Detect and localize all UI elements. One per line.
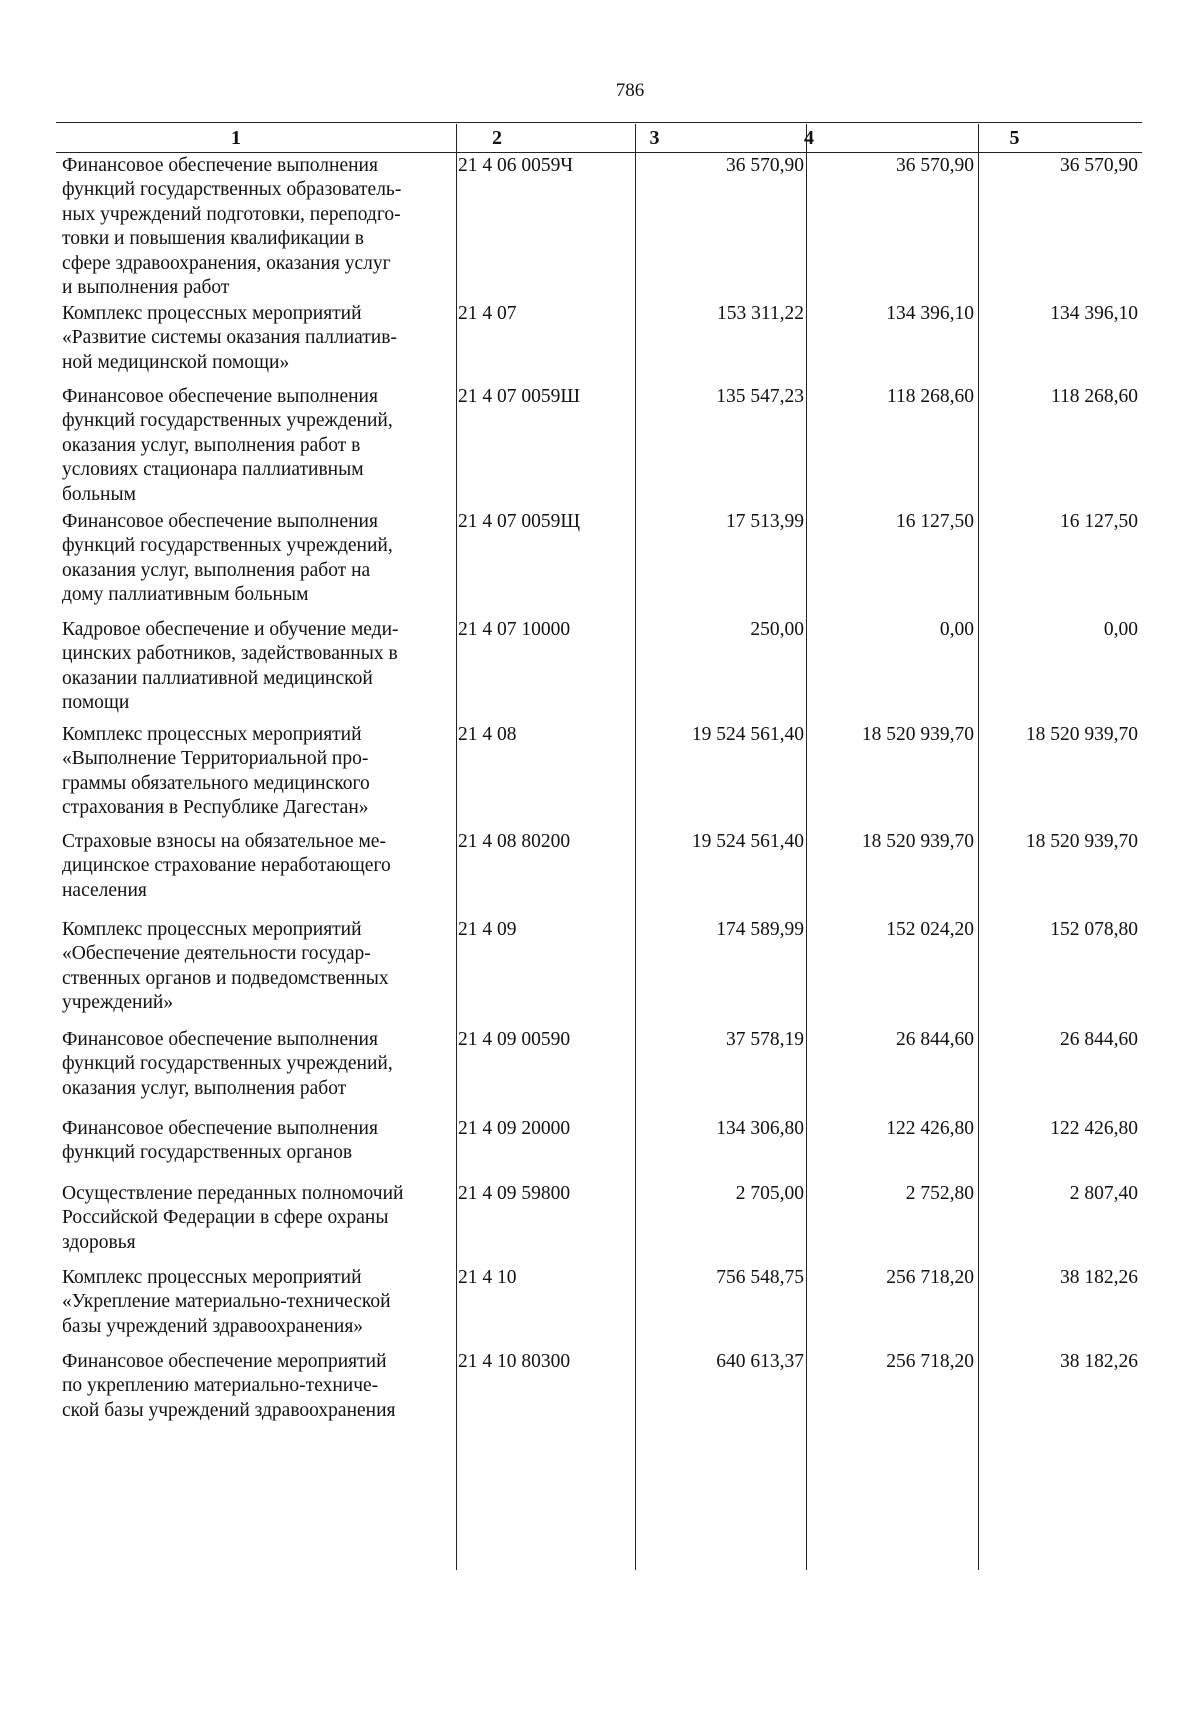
row-value-col4: 256 718,20 [886, 1351, 974, 1372]
row-value-col3: 756 548,75 [716, 1267, 804, 1288]
row-value-col4: 118 268,60 [886, 386, 974, 407]
page-number: 786 [615, 80, 645, 101]
description-line: условиях стационара паллиативным [62, 459, 364, 481]
row-code: 21 4 08 80200 [458, 831, 571, 852]
description-line: базы учреждений здравоохранения» [62, 1315, 364, 1337]
row-value-col3: 19 524 561,40 [691, 724, 804, 745]
row-description [62, 510, 454, 608]
row-code: 21 4 07 [458, 303, 517, 324]
row-value-col5: 122 426,80 [1050, 1118, 1138, 1139]
description-line: по укреплению материально-техниче- [62, 1375, 379, 1397]
row-value-col4: 16 127,50 [896, 511, 974, 532]
row-value-col4: 18 520 939,70 [861, 831, 974, 852]
row-value-col5: 16 127,50 [1060, 511, 1138, 532]
row-value-col3: 174 589,99 [716, 919, 804, 940]
row-value-col4: 256 718,20 [886, 1267, 974, 1288]
row-value-col5: 118 268,60 [1050, 386, 1138, 407]
description-line: оказания услуг, выполнения работ [62, 1077, 347, 1099]
row-value-col5: 18 520 939,70 [1025, 831, 1138, 852]
header-col-2: 2 [492, 127, 502, 149]
row-description [62, 1182, 454, 1255]
row-value-col3: 19 524 561,40 [691, 831, 804, 852]
description-line: Комплекс процессных мероприятий [62, 1267, 362, 1288]
description-line: граммы обязательного медицинского [62, 772, 370, 794]
row-value-col3: 37 578,19 [726, 1029, 804, 1050]
row-code: 21 4 09 20000 [458, 1118, 571, 1139]
description-line: оказания услуг, выполнения работ в [62, 434, 361, 456]
table-top-rule [56, 122, 1142, 123]
row-description [62, 830, 454, 903]
description-line: Финансовое обеспечение выполнения [62, 1118, 378, 1139]
row-code: 21 4 08 [458, 724, 517, 745]
row-value-col5: 36 570,90 [1060, 155, 1138, 176]
description-line: ных учреждений подготовки, переподго- [62, 203, 401, 225]
description-line: функций государственных учреждений, [62, 1053, 393, 1075]
row-value-col5: 0,00 [1103, 619, 1138, 640]
row-value-col5: 152 078,80 [1050, 919, 1138, 940]
row-value-col4: 18 520 939,70 [861, 724, 974, 745]
row-value-col3: 250,00 [750, 619, 804, 640]
row-description [62, 385, 454, 507]
row-value-col5: 2 807,40 [1069, 1183, 1138, 1204]
row-code: 21 4 07 0059Щ [458, 511, 581, 532]
description-line: населения [62, 879, 147, 901]
row-description [62, 918, 454, 1016]
row-description [62, 1350, 454, 1423]
row-value-col5: 134 396,10 [1050, 303, 1138, 324]
row-value-col5: 26 844,60 [1060, 1029, 1138, 1050]
description-line: Финансовое обеспечение выполнения [62, 386, 378, 407]
description-line: Финансовое обеспечение выполнения [62, 511, 378, 532]
description-line: Финансовое обеспечение выполнения [62, 1029, 378, 1050]
description-line: цинских работников, задействованных в [62, 643, 398, 665]
header-col-3: 3 [649, 127, 660, 149]
description-line: Страховые взносы на обязательное ме- [62, 831, 386, 852]
row-code: 21 4 06 0059Ч [458, 155, 574, 176]
description-line: больным [62, 483, 136, 505]
description-line: Комплекс процессных мероприятий [62, 303, 362, 324]
table-header [56, 124, 1142, 153]
description-line: учреждений» [62, 992, 174, 1014]
description-line: товки и повышения квалификации в [62, 228, 364, 250]
row-value-col3: 2 705,00 [735, 1183, 804, 1204]
description-line: «Обеспечение деятельности государ- [62, 943, 371, 965]
row-description [62, 723, 454, 821]
row-code: 21 4 09 00590 [458, 1029, 571, 1050]
row-value-col3: 135 547,23 [716, 386, 804, 407]
row-description [62, 1266, 454, 1339]
row-code: 21 4 07 10000 [458, 619, 571, 640]
row-description [62, 154, 454, 300]
description-line: сфере здравоохранения, оказания услуг [62, 252, 391, 274]
column-divider [456, 124, 457, 1570]
row-code: 21 4 09 59800 [458, 1183, 571, 1204]
row-value-col4: 122 426,80 [886, 1118, 974, 1139]
column-divider [806, 124, 807, 1570]
description-line: Осуществление переданных полномочий [62, 1183, 404, 1204]
column-divider [978, 124, 979, 1570]
row-value-col3: 153 311,22 [716, 303, 804, 324]
description-line: дицинское страхование неработающего [62, 855, 391, 877]
description-line: функций государственных образователь- [62, 179, 402, 201]
row-description [62, 302, 454, 375]
description-line: помощи [62, 692, 130, 714]
description-line: функций государственных учреждений, [62, 410, 393, 432]
row-value-col3: 640 613,37 [716, 1351, 804, 1372]
header-col-4: 4 [804, 127, 814, 149]
description-line: «Укрепление материально-технической [62, 1291, 391, 1313]
row-description [62, 1028, 454, 1101]
row-value-col5: 38 182,26 [1060, 1267, 1138, 1288]
row-value-col5: 18 520 939,70 [1025, 724, 1138, 745]
row-code: 21 4 09 [458, 919, 517, 940]
description-line: ственных органов и подведомственных [62, 967, 389, 989]
header-col-1: 1 [231, 127, 241, 149]
description-line: оказании паллиативной медицинской [62, 667, 373, 689]
description-line: функций государственных органов [62, 1142, 353, 1164]
row-description [62, 1117, 454, 1166]
row-value-col3: 36 570,90 [726, 155, 804, 176]
description-line: «Выполнение Территориальной про- [62, 748, 369, 770]
description-line: «Развитие системы оказания паллиатив- [62, 327, 397, 349]
row-value-col3: 17 513,99 [726, 511, 804, 532]
row-value-col4: 152 024,20 [886, 919, 974, 940]
row-value-col4: 0,00 [939, 619, 974, 640]
row-value-col3: 134 306,80 [716, 1118, 804, 1139]
description-line: оказания услуг, выполнения работ на [62, 559, 371, 581]
description-line: страхования в Республике Дагестан» [62, 797, 369, 819]
row-value-col4: 36 570,90 [896, 155, 974, 176]
description-line: здоровья [62, 1231, 136, 1253]
row-code: 21 4 07 0059Ш [458, 386, 581, 407]
row-value-col5: 38 182,26 [1060, 1351, 1138, 1372]
description-line: Российской Федерации в сфере охраны [62, 1207, 389, 1229]
header-col-5: 5 [1009, 127, 1020, 149]
description-line: функций государственных учреждений, [62, 535, 393, 557]
row-value-col4: 26 844,60 [896, 1029, 974, 1050]
description-line: ской базы учреждений здравоохранения [62, 1399, 396, 1421]
description-line: Финансовое обеспечение мероприятий [62, 1351, 387, 1372]
description-line: ной медицинской помощи» [62, 351, 290, 373]
row-value-col4: 134 396,10 [886, 303, 974, 324]
description-line: Кадровое обеспечение и обучение меди- [62, 619, 399, 640]
row-value-col4: 2 752,80 [905, 1183, 974, 1204]
description-line: Комплекс процессных мероприятий [62, 724, 362, 745]
row-code: 21 4 10 [458, 1267, 517, 1288]
description-line: Финансовое обеспечение выполнения [62, 155, 378, 176]
description-line: и выполнения работ [62, 277, 230, 299]
description-line: Комплекс процессных мероприятий [62, 919, 362, 940]
row-description [62, 618, 454, 716]
description-line: дому паллиативным больным [62, 584, 309, 606]
row-code: 21 4 10 80300 [458, 1351, 571, 1372]
